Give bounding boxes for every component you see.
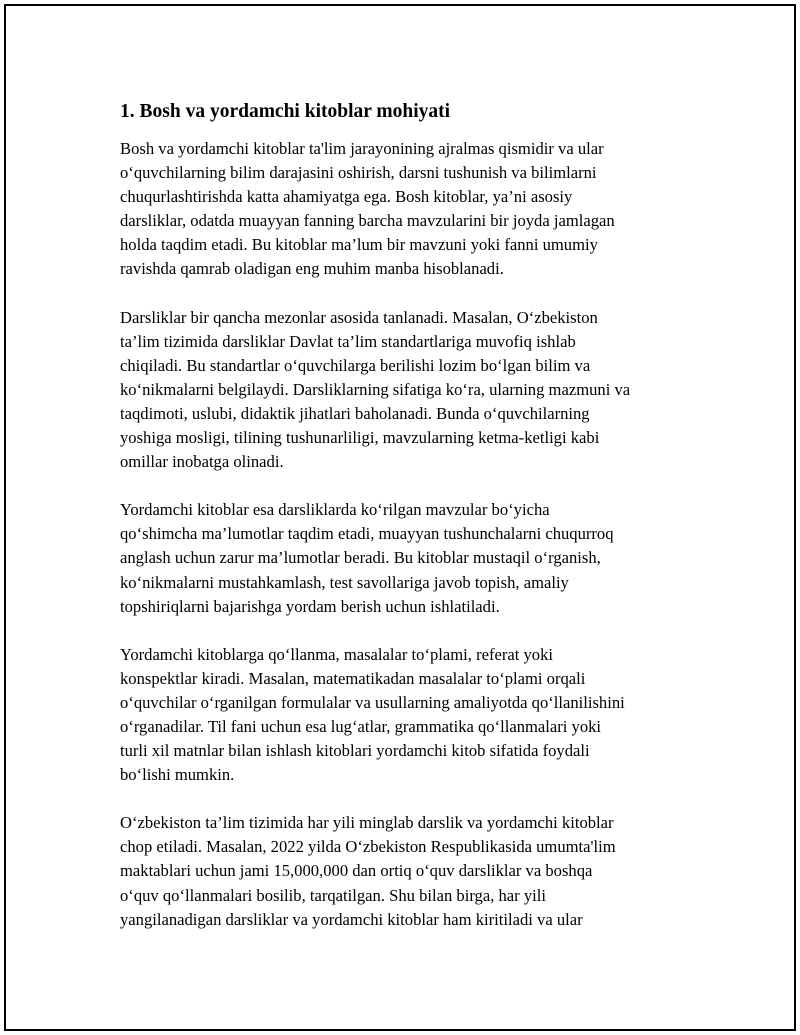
text-line: anglash uchun zarur ma’lumotlar beradi. Bu kitoblar mustaqil o‘rganish, (120, 548, 601, 568)
section-heading: 1. Bosh va yordamchi kitoblar mohiyati (120, 101, 451, 122)
text-line: konspektlar kiradi. Masalan, matematikadan masalalar to‘plami orqali (120, 668, 586, 688)
text-line: yangilanadigan darsliklar va yordamchi kitoblar ham kiritiladi va ular (120, 909, 583, 929)
text-line: topshiriqlarni bajarishga yordam berish uchun ishlatiladi. (120, 596, 500, 616)
text-line: qo‘shimcha ma’lumotlar taqdim etadi, muayyan tushunchalarni chuqurroq (120, 524, 614, 544)
text-line: ko‘nikmalarni belgilaydi. Darsliklarning sifatiga ko‘ra, ularning mazmuni va (120, 379, 631, 399)
text-line: Bosh va yordamchi kitoblar ta'lim jarayonining ajralmas qismidir va ular (120, 139, 604, 158)
text-line: taqdimoti, uslubi, didaktik jihatlari baholanadi. Bunda o‘quvchilarning (120, 403, 590, 423)
text-line: o‘quvchilar o‘rganilgan formulalar va usullarning amaliyotda qo‘llanilishini (120, 692, 625, 712)
paragraph-2 (120, 306, 700, 475)
text-line: chuqurlashtirishda katta ahamiyatga ega. Bosh kitoblar, ya’ni asosiy (120, 187, 573, 207)
text-line: yoshiga mosligi, tilining tushunarliligi, mavzularning ketma-ketligi kabi (120, 428, 600, 448)
text-line: holda taqdim etadi. Bu kitoblar ma’lum bir mavzuni yoki fanni umumiy (120, 235, 598, 255)
text-line: chiqiladi. Bu standartlar o‘quvchilarga berilishi lozim bo‘lgan bilim va (120, 355, 591, 375)
text-line: o‘quvchilarning bilim darajasini oshirish, darsni tushunish va bilimlarni (120, 163, 597, 183)
text-line: o‘quv qo‘llanmalari bosilib, tarqatilgan. Shu bilan birga, har yili (120, 885, 546, 905)
text-line: darsliklar, odatda muayyan fanning barcha mavzularini bir joyda jamlagan (120, 211, 615, 231)
page-frame (4, 4, 796, 1031)
text-line: Yordamchi kitoblar esa darsliklarda ko‘rilgan mavzular bo‘yicha (120, 500, 550, 520)
text-line: omillar inobatga olinadi. (120, 452, 284, 472)
text-line: ta’lim tizimida darsliklar Davlat ta’lim standartlariga muvofiq ishlab (120, 331, 576, 351)
text-line: ko‘nikmalarni mustahkamlash, test savollariga javob topish, amaliy (120, 572, 569, 592)
text-line: O‘zbekiston ta’lim tizimida har yili minglab darslik va yordamchi kitoblar (120, 813, 614, 833)
text-line: ravishda qamrab oladigan eng muhim manba hisoblanadi. (120, 259, 504, 279)
document-body (120, 99, 700, 956)
paragraph-3 (120, 498, 700, 618)
text-line: maktablari uchun jami 15,000,000 dan ortiq o‘quv darsliklar va boshqa (120, 861, 593, 881)
text-line: o‘rganadilar. Til fani uchun esa lug‘atlar, grammatika qo‘llanmalari yoki (120, 716, 602, 736)
paragraph-1 (120, 137, 700, 282)
paragraph-4 (120, 643, 700, 788)
text-line: turli xil matnlar bilan ishlash kitoblari yordamchi kitob sifatida foydali (120, 741, 590, 761)
paragraph-5 (120, 811, 700, 931)
text-line: chop etiladi. Masalan, 2022 yilda O‘zbekiston Respublikasida umumta'lim (120, 837, 616, 857)
text-line: bo‘lishi mumkin. (120, 765, 235, 785)
text-line: Darsliklar bir qancha mezonlar asosida tanlanadi. Masalan, O‘zbekiston (120, 307, 598, 327)
text-line: Yordamchi kitoblarga qo‘llanma, masalalar to‘plami, referat yoki (120, 644, 554, 664)
